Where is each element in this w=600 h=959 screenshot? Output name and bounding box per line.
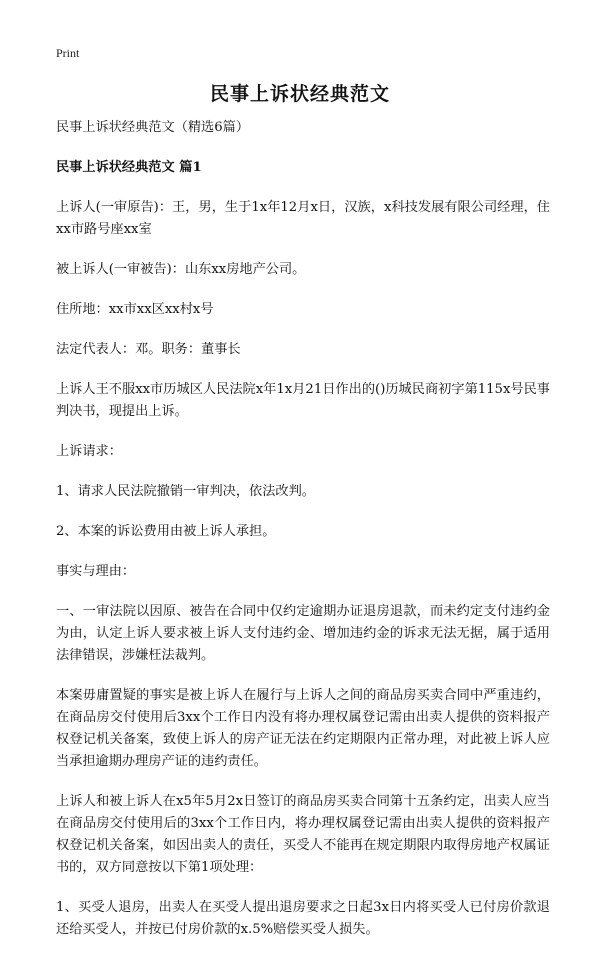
legal-representative: 法定代表人：邓。职务：董事长 <box>56 342 241 357</box>
reason-paragraph-3: 上诉人和被上诉人在x5年5月2x日签订的商品房买卖合同第十五条约定，出卖人应当在商品房交付使用后的3xx个工作日内，将办理权属登记需由出卖人提供的资料报产权登记机关备案，如因出卖人的责任，买受人不能再在规定期限内取得房地产权属证书的，双方同意按以下第1项处理： <box>56 794 550 875</box>
print-label[interactable]: Print <box>56 46 80 60</box>
contract-clause-1: 1、买受人退房，出卖人在买受人提出退房要求之日起3x日内将买受人已付房价款退还给买受人，并按已付房价款的x.5%赔偿买受人损失。 <box>56 900 550 937</box>
facts-reasons-heading: 事实与理由： <box>56 564 136 579</box>
reason-paragraph-2: 本案毋庸置疑的事实是被上诉人在履行与上诉人之间的商品房买卖合同中严重违约，在商品房交付使用后3xx个工作日内没有将办理权属登记需由出卖人提供的资料报产权登记机关备案，致使上诉人的房产证无法在约定期限内正常办理，对此被上诉人应当承担逾期办理房产证的违约责任。 <box>56 688 550 769</box>
appeal-request-1: 1、请求人民法院撤销一审判决，依法改判。 <box>56 484 315 499</box>
reason-1: 一、一审法院以因原、被告在合同中仅约定逾期办证退房退款，而未约定支付违约金为由，认定上诉人要求被上诉人支付违约金、增加违约金的诉求无法无据，属于适用法律错误，涉嫌枉法裁判。 <box>56 604 550 663</box>
section-heading: 民事上诉状经典范文 篇1 <box>56 160 202 175</box>
appeal-requests-heading: 上诉请求： <box>56 444 122 459</box>
appellee-address: 住所地：xx市xx区xx村x号 <box>56 302 214 317</box>
appellee-info: 被上诉人(一审被告)：山东xx房地产公司。 <box>56 262 306 277</box>
appeal-request-2: 2、本案的诉讼费用由被上诉人承担。 <box>56 524 276 539</box>
page-title: 民事上诉状经典范文 <box>209 83 390 105</box>
document-body <box>56 117 550 959</box>
appellant-info: 上诉人(一审原告)：王，男，生于1x年12月x日，汉族，x科技发展有限公司经理，住xx市路号座xx室 <box>56 200 550 237</box>
appeal-statement: 上诉人王不服xx市历城区人民法院x年1x月21日作出的()历城民商初字第115x号民事判决书，现提出上诉。 <box>56 382 550 419</box>
doc-subtitle: 民事上诉状经典范文（精选6篇） <box>56 120 250 135</box>
